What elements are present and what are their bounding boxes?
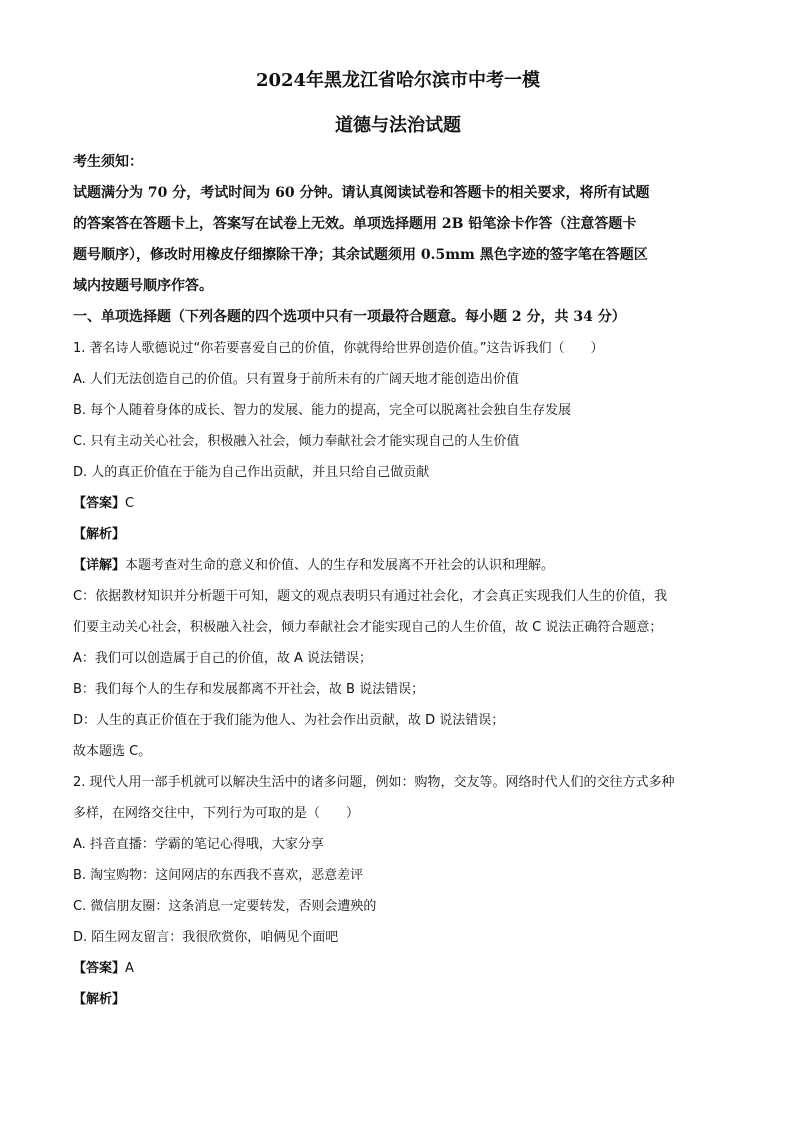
question-1-answer [73,488,723,519]
notice-heading: 考生须知： [73,154,143,170]
notice-line: 题号顺序），修改时用橡皮仔细擦除干净；其余试题须用 0.5mm 黑色字迹的签字笔在答题区 [73,247,648,263]
question-1-detail [73,550,723,581]
detail-tag: 【详解】 [73,558,126,573]
question-1-option-c: C. 只有主动关心社会，积极融入社会，倾力奉献社会才能实现自己的人生价值 [73,434,520,449]
detail-text: 本题考查对生命的意义和价值、人的生存和发展离不开社会的认识和理解。 [125,558,555,573]
question-1-option-d: D. 人的真正价值在于能为自己作出贡献，并且只给自己做贡献 [73,465,430,480]
question-2-stem: 2. 现代人用一部手机就可以解决生活中的诸多问题，例如：购物，交友等。网络时代人们的交往方式多种 [73,775,675,790]
answer-tag: 【答案】 [73,961,126,976]
question-2-option-a: A. 抖音直播：学霸的笔记心得哦，大家分享 [73,837,324,852]
question-1-explain-line: B：我们每个人的生存和发展都离不开社会，故 B 说法错误； [73,682,425,697]
answer-tag: 【答案】 [73,496,126,511]
notice-line: 试题满分为 70 分，考试时间为 60 分钟。请认真阅读试卷和答题卡的相关要求，将所有试题 [73,185,650,201]
question-1-stem: 1. 著名诗人歌德说过“你若要喜爱自己的价值，你就得给世界创造价值。”这告诉我们（ ） [73,341,604,356]
question-1-option-b: B. 每个人随着身体的成长、智力的发展、能力的提高，完全可以脱离社会独自生存发展 [73,403,572,418]
question-1-explain-line: 故本题选 C。 [73,744,152,759]
section-heading: 一、单项选择题（下列各题的四个选项中只有一项最符合题意。每小题 2 分，共 34 分） [73,309,626,325]
exam-page [73,68,723,1015]
question-2-option-c: C. 微信朋友圈：这条消息一定要转发，否则会遭殃的 [73,899,377,914]
question-1-analysis-tag: 【解析】 [73,527,126,542]
question-1-explain-line: A：我们可以创造属于自己的价值，故 A 说法错误； [73,651,373,666]
page-title: 2024年黑龙江省哈尔滨市中考一模 [255,70,541,91]
answer-value: A [125,961,134,976]
question-2-analysis-tag: 【解析】 [73,992,126,1007]
page-subtitle: 道德与法治试题 [335,115,461,136]
answer-value: C [125,496,135,511]
question-1-explain-line: 们要主动关心社会，积极融入社会，倾力奉献社会才能实现自己的人生价值，故 C 说法正确符合题意； [73,620,663,635]
notice-line: 域内按题号顺序作答。 [73,278,213,294]
question-2-stem: 多样，在网络交往中，下列行为可取的是（ ） [73,806,360,821]
notice-line: 的答案答在答题卡上，答案写在试卷上无效。单项选择题用 2B 铅笔涂卡作答（注意答题卡 [73,216,637,232]
question-1-explain-line: D：人生的真正价值在于我们能为他人、为社会作出贡献，故 D 说法错误； [73,713,505,728]
question-2-option-b: B. 淘宝购物：这间网店的东西我不喜欢，恶意差评 [73,868,364,883]
question-2-option-d: D. 陌生网友留言：我很欣赏你，咱俩见个面吧 [73,930,339,945]
question-1-option-a: A. 人们无法创造自己的价值。只有置身于前所未有的广阔天地才能创造出价值 [73,372,519,387]
question-1-explain-line: C：依据教材知识并分析题干可知，题文的观点表明只有通过社会化，才会真正实现我们人生的价值，我 [73,589,668,604]
question-2-answer [73,953,723,984]
